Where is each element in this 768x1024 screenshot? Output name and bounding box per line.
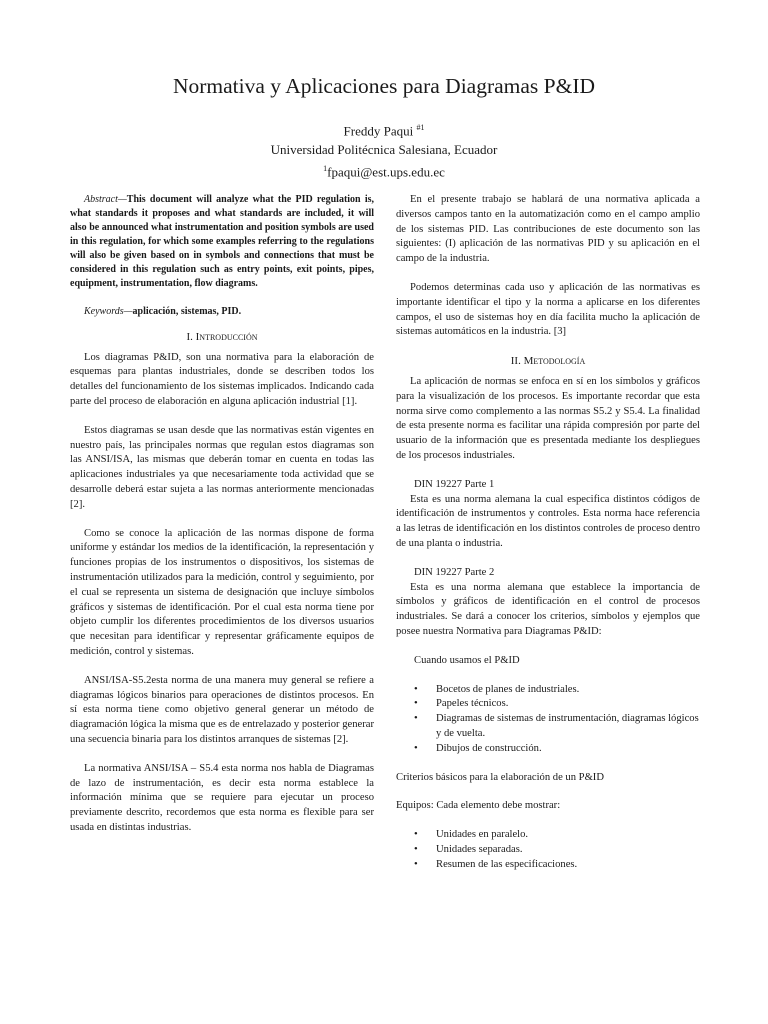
author-email: fpaqui@est.ups.edu.ec <box>327 164 445 180</box>
din2-text: Esta es una norma alemana que establece la importancia de símbolos y gráficos de identificación en el control de procesos industriales. Se dará a conocer los criterios, símbolos y ejemplos que posee nuestra Normativa para Diagramas P&ID: <box>396 581 700 637</box>
list-item-text: Unidades separadas. <box>436 843 523 855</box>
intro-paragraph-1: Los diagramas P&ID, son una normativa para la elaboración de esquemas para plantas industriales, donde se describen todos los detalles del funcionamiento de los sistemas implicados. Indicando cada parte del proceso de elaboración en alguna aplicación industrial [1]. <box>70 351 374 407</box>
keywords <box>70 305 374 320</box>
bullet: • <box>414 843 418 855</box>
bullet: • <box>414 698 418 710</box>
list-item <box>396 742 700 757</box>
section-heading-introduccion: I. Introducción <box>186 330 258 343</box>
paper-title: Normativa y Aplicaciones para Diagramas P&ID <box>172 74 596 98</box>
keywords-text: aplicación, sistemas, PID. <box>132 306 242 317</box>
abstract-label: Abstract— <box>84 194 127 205</box>
din1-text: Esta es una norma alemana la cual especifica distintos códigos de identificación de instrumentos y controles. Esta norma hace referencia a las letras de identificación en los distintos controles de proceso dentro de una planta o industria. <box>396 493 700 549</box>
din2-title: DIN 19227 Parte 2 <box>414 566 495 578</box>
author-name-line <box>0 118 768 140</box>
email-mark: 1 <box>323 164 328 174</box>
list-item-text: Bocetos de planes de industriales. <box>436 683 580 695</box>
list-item-text: Diagramas de sistemas de instrumentación, diagramas lógicos y de vuelta. <box>436 713 699 739</box>
author-affiliation: Universidad Politécnica Salesiana, Ecuador <box>270 142 498 158</box>
method-paragraph-1: La aplicación de normas se enfoca en sí en los símbolos y gráficos para la visualización de los procesos. Es importante recordar que esta norma sirve como complemento a las normas S5.2 y S5.4. La finalidad de esta presente norma es facilitar una rápida compresión por parte del usuario de la información que es presentada mediante los despliegues de los procesos industriales. <box>396 375 700 461</box>
right-paragraph-2: Podemos determinas cada uso y aplicación de las normativas es importante identificar el tipo y la norma a aplicarse en los diferentes campos, el uso de sistemas hoy en día facilita mucho la aplicación de sistemas automáticos en la industria. [3] <box>396 281 700 338</box>
bullet: • <box>414 829 418 841</box>
list-item <box>396 683 700 698</box>
right-column <box>396 193 700 886</box>
equipos-title: Equipos: Cada elemento debe mostrar: <box>396 800 561 812</box>
right-paragraph-1: En el presente trabajo se hablará de una normativa aplicada a diversos campos tanto en la automatización como en el campo amplio de los sistemas PID. Las contribuciones de este documento son las siguientes: (I) aplicación de las normativas PID y su aplicación en el campo de la industria. <box>396 194 700 265</box>
list-item-text: Resumen de las especificaciones. <box>436 858 578 870</box>
author-block <box>0 118 768 182</box>
left-column <box>70 193 374 850</box>
bullet: • <box>414 858 418 870</box>
list-item <box>396 712 700 742</box>
list-item-text: Papeles técnicos. <box>436 698 509 710</box>
intro-paragraph-2: Estos diagramas se usan desde que las normativas están vigentes en nuestro país, las principales normas que regulan estos diagramas son las ANSI/ISA, las mismas que deberán tomar en cuenta en todas las aplicaciones industriales ya que necesariamente toda actividad que se desarrolle deberá estar sujeta a las normas anteriormente mencionadas [2]. <box>70 424 374 510</box>
intro-paragraph-3: Como se conoce la aplicación de las normas dispone de forma uniforme y estándar los medios de la identificación, la representación y funciones propias de los instrumentos o dispositivos, los sistemas de instrumentación utilizados para la medición, control y seguimiento, por el cual se representa un sistema de designación que incluye símbolos gráficos y sistemas de identificación. Por el cual esta norma tiene por objeto cumplir los diferentes procedimientos de los diversos usuarios que necesitan para identificar y representar gráficamente equipos de medición, control y sistemas. <box>70 527 374 657</box>
bullet: • <box>414 713 418 725</box>
bullet: • <box>414 683 418 695</box>
section-heading-metodologia: II. Metodología <box>510 355 586 368</box>
uso-list <box>396 683 700 757</box>
intro-paragraph-4: ANSI/ISA-S5.2esta norma de una manera muy general se refiere a diagramas lógicos binarios para operaciones de distintos procesos. En sí esta norma tiene como objetivo general generar un método de diagramación lógica la misma que es de entrelazado y posterior generar una secuencia binaria para los distintos arranques de sistemas [2]. <box>70 674 374 745</box>
keywords-label: Keywords— <box>84 306 133 317</box>
list-item-text: Dibujos de construcción. <box>436 742 542 754</box>
author-name: Freddy Paqui <box>343 123 414 139</box>
bullet: • <box>414 742 418 754</box>
list-item <box>396 828 700 843</box>
equipos-list <box>396 828 700 872</box>
author-email-line <box>0 159 768 181</box>
list-item <box>396 843 700 858</box>
uso-title: Cuando usamos el P&ID <box>414 654 520 666</box>
list-item-text: Unidades en paralelo. <box>436 829 529 841</box>
din1-title: DIN 19227 Parte 1 <box>414 478 495 490</box>
abstract <box>70 193 374 291</box>
abstract-text: This document will analyze what the PID regulation is, what standards it proposes and what standards are included, it will also be announced what instrumentation and position symbols are used in this regulation, for which some examples referring to the regulations will also be given based on in symbols and connections that must be considered in this regulation such as entry points, exit points, pipes, equipment, instrumentation, flow diagrams. <box>70 194 374 289</box>
intro-paragraph-5: La normativa ANSI/ISA – S5.4 esta norma nos habla de Diagramas de lazo de instrumentación, es decir esta norma establece la información mínima que se requiere para ejecutar un proceso previamente descrito, recordemos que esta norma es flexible para ser usada en distintas industrias. <box>70 762 374 833</box>
criterios-title: Criterios básicos para la elaboración de un P&ID <box>396 771 604 783</box>
list-item <box>396 697 700 712</box>
list-item <box>396 858 700 873</box>
author-mark: #1 <box>416 123 425 132</box>
